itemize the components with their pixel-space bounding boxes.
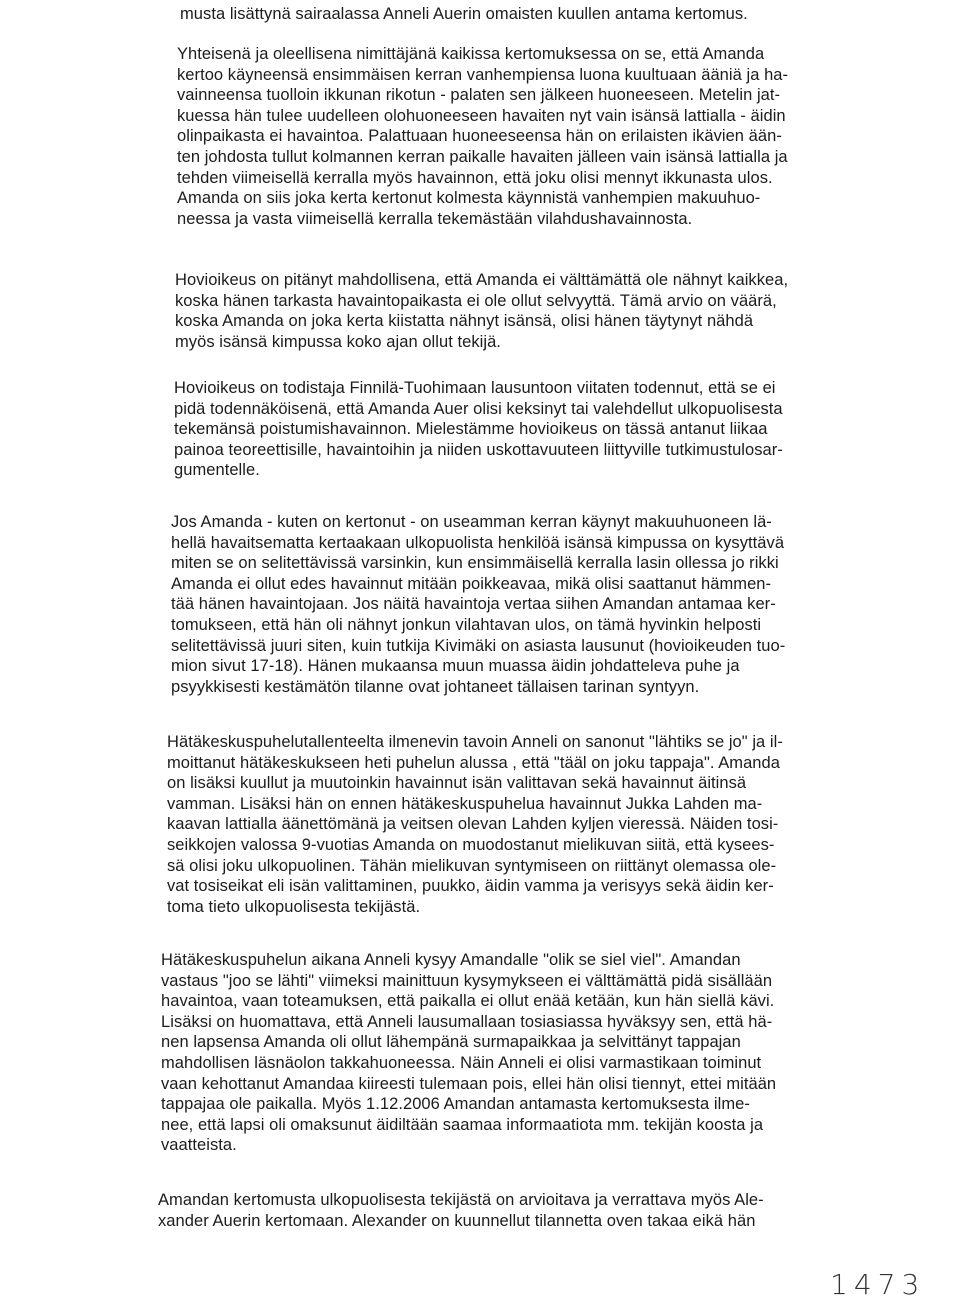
paragraph-4 <box>174 378 783 481</box>
text-line: koska hänen tarkasta havaintopaikasta ei ole ollut selvyyttä. Tämä arvio on väärä, <box>175 291 777 310</box>
text-line: Hätäkeskuspuhelutallenteelta ilmenevin tavoin Anneli on sanonut "lähtiks se jo" ja il- <box>167 733 783 751</box>
text-line: Hovioikeus on pitänyt mahdollisena, että Amanda ei välttämättä ole nähnyt kaikkea, <box>175 271 789 289</box>
paragraph-3 <box>175 270 788 352</box>
text-line: vaan kehottanut Amandaa kiireesti tulemaan pois, ellei hän olisi tiennyt, ettei mitään <box>161 1074 777 1093</box>
text-line: tappajaa ole paikalla. Myös 1.12.2006 Amandan antamasta kertomuksesta ilme- <box>161 1095 750 1114</box>
text-line: vamman. Lisäksi hän on ennen hätäkeskuspuhelua havainnut Jukka Lahden ma- <box>167 794 763 813</box>
text-line: myös isänsä kimpussa koko ajan ollut tekijä. <box>175 332 501 351</box>
text-line: moittanut hätäkeskukseen heti puhelun alussa , että "tääl on joku tappaja". Amanda <box>167 753 780 772</box>
text-line: sä olisi joku ulkopuolinen. Tähän mielikuvan syntymiseen on riittänyt olemassa ole- <box>167 856 777 875</box>
text-line: painoa teoreettisille, havaintoihin ja niiden uskottavuuteen liittyville tutkimustulosar- <box>174 440 783 459</box>
text-line: pidä todennäköisenä, että Amanda Auer olisi keksinyt tai valehdellut ulkopuolisesta <box>174 399 783 418</box>
text-line: vaatteista. <box>161 1136 237 1155</box>
text-line: koska Amanda on joka kerta kiistatta nähnyt isänsä, olisi hänen täytynyt nähdä <box>175 312 754 331</box>
text-line: gumentelle. <box>174 461 260 480</box>
text-line: selitettävissä juuri siten, kuin tutkija Kivimäki on asiasta lausunut (hovioikeuden tuo- <box>171 636 786 655</box>
text-line: havaintoa, vaan toteamuksen, että paikalla ei ollut enää ketään, kun hän siellä kävi. <box>161 992 775 1011</box>
text-line: ten johdosta tullut kolmannen kerran paikalle havaiten jälleen vain isänsä lattialla ja <box>177 147 788 166</box>
paragraph-5 <box>171 512 785 697</box>
text-line: on lisäksi kuullut ja muutoinkin havainnut isän valittavan sekä havainnut äitinsä <box>167 774 747 793</box>
text-line: kuessa hän tulee uudelleen olohuoneeseen havaiten nyt vain isänsä lattialla - äidin <box>177 106 786 125</box>
text-line: Amanda ei ollut edes havainnut mitään poikkeavaa, mikä olisi saattanut hämmen- <box>171 574 772 593</box>
text-line: nee, että lapsi oli omaksunut äidiltään saamaa informaatiota mm. tekijän koosta ja <box>161 1115 764 1134</box>
text-line: nen lapsensa Amanda oli ollut lähempänä surmapaikkaa ja selvittänyt tappajan <box>161 1033 741 1052</box>
text-line: seikkojen valossa 9-vuotias Amanda on muodostanut mielikuvan siitä, että kysees- <box>167 835 775 854</box>
text-line: kaavan lattialla äänettömänä ja veitsen olevan Lahden kyljen vieressä. Näiden tosi- <box>167 815 779 834</box>
text-line: Jos Amanda - kuten on kertonut - on useamman kerran käynyt makuuhuoneen lä- <box>171 513 772 531</box>
text-line: vat tosiseikat eli isän valittaminen, puukko, äidin vamma ja verisyys sekä äidin ker- <box>167 877 774 896</box>
paragraph-8 <box>158 1190 764 1231</box>
text-line: neessa ja vasta viimeisellä kerralla tekemästään vilahdushavainnosta. <box>177 209 693 228</box>
text-line: mion sivut 17-18). Hänen mukaansa muun muassa äidin johdatteleva puhe ja <box>171 657 740 676</box>
text-line: Amanda on siis joka kerta kertonut kolmesta käynnistä vanhempien makuuhuo- <box>177 189 761 208</box>
text-line: xander Auerin kertomaan. Alexander on kuunnellut tilannetta oven takaa eikä hän <box>158 1211 756 1230</box>
text-line: vainneensa tuolloin ikkunan rikotun - palaten sen jälkeen huoneeseen. Metelin jat- <box>177 86 781 105</box>
text-line: musta lisättynä sairaalassa Anneli Auerin omaisten kuullen antama kertomus. <box>180 5 748 23</box>
text-line: tomukseen, että hän oli nähnyt jonkun vilahtavan ulos, on tämä hyvinkin helposti <box>171 615 762 634</box>
text-line: Amandan kertomusta ulkopuolisesta tekijästä on arvioitava ja verrattava myös Ale- <box>158 1191 764 1209</box>
text-line: mahdollisen läsnäolon takkahuoneessa. Näin Anneli ei olisi varmastikaan toiminut <box>161 1053 762 1072</box>
paragraph-7 <box>161 950 776 1156</box>
page-number: 1473 <box>830 1268 926 1301</box>
text-line: Yhteisenä ja oleellisena nimittäjänä kaikissa kertomuksessa on se, että Amanda <box>177 45 765 63</box>
text-line: Lisäksi on huomattava, että Anneli lausumallaan tosiasiassa hyväksyy sen, että hä- <box>161 1012 773 1031</box>
text-line: miten se on selitettävissä varsinkin, kun ensimmäisellä kerralla lasin ollessa jo rikki <box>171 554 779 573</box>
paragraph-1 <box>180 4 748 25</box>
text-line: toma tieto ulkopuolisesta tekijästä. <box>167 897 421 916</box>
text-line: tekemänsä poistumishavainnon. Mielestämme hovioikeus on tässä antanut liikaa <box>174 420 768 439</box>
text-line: kertoo käyneensä ensimmäisen kerran vanhempiensa luona kuultuaan ääniä ja ha- <box>177 65 789 84</box>
text-line: Hovioikeus on todistaja Finnilä-Tuohimaan lausuntoon viitaten todennut, että se ei <box>174 379 776 397</box>
text-line: vastaus "joo se lähti" viimeksi mainittuun kysymykseen ei välttämättä pidä sisällään <box>161 971 773 990</box>
text-line: psyykkisesti kestämätön tilanne ovat johtaneet tällaisen tarinan syntyyn. <box>171 677 700 696</box>
text-line: Hätäkeskuspuhelun aikana Anneli kysyy Amandalle "olik se siel viel". Amandan <box>161 951 741 969</box>
text-line: hellä havaitsematta kertaakaan ulkopuolista henkilöä isänsä kimpussa on kysyttävä <box>171 533 785 552</box>
paragraph-6 <box>167 732 783 917</box>
paragraph-2 <box>177 44 788 229</box>
text-line: olinpaikasta ei havaintoa. Palattuaan huoneeseensa hän on erilaisten ikävien ään- <box>177 127 782 146</box>
text-line: tää hänen havaintojaan. Jos näitä havaintoja vertaa siihen Amandan antamaa ker- <box>171 595 776 614</box>
text-line: tehden viimeisellä kerralla myös havainnon, että joku olisi mennyt ikkunasta ulos. <box>177 168 773 187</box>
